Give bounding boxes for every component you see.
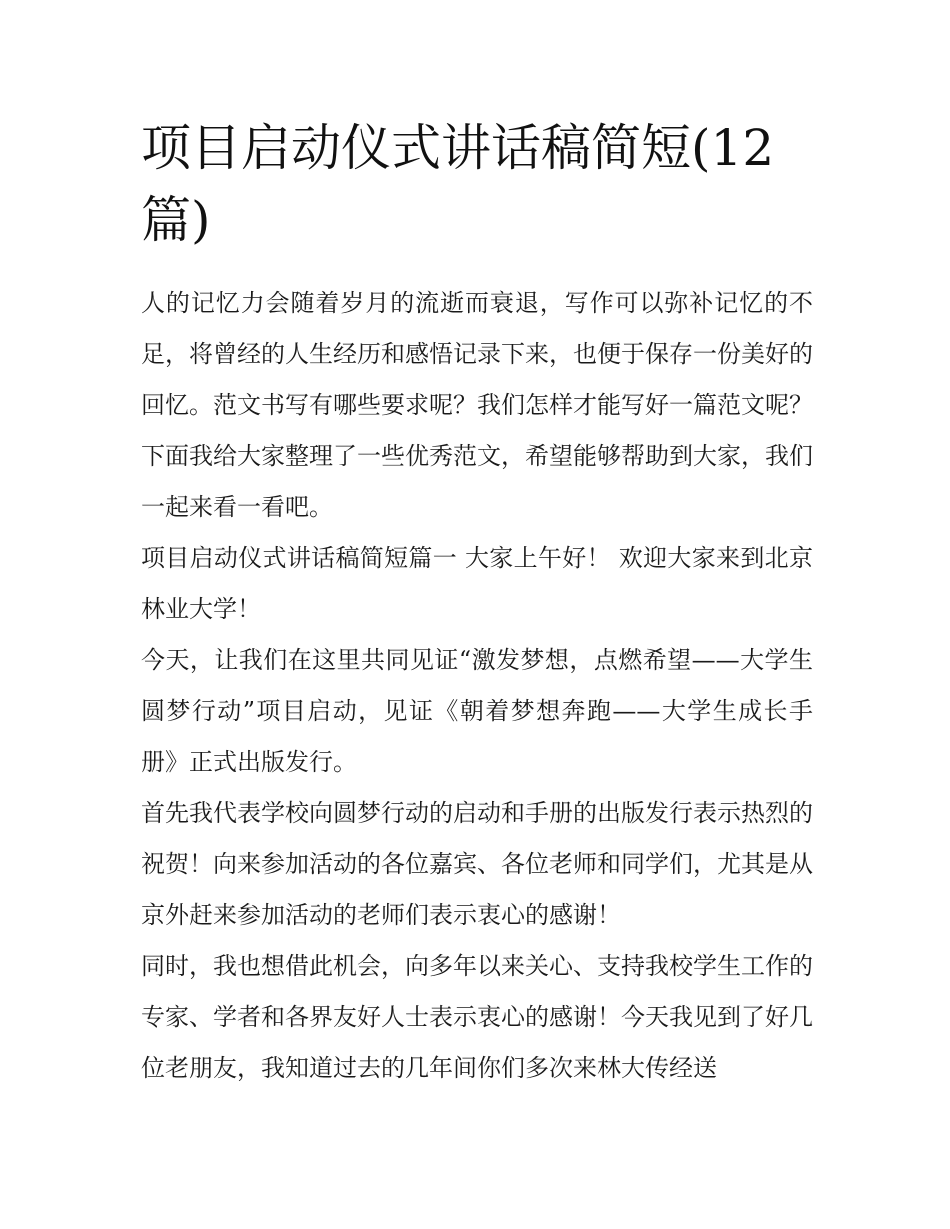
paragraph-thanks: 同时，我也想借此机会，向多年以来关心、支持我校学生工作的专家、学者和各界友好人士表示衷心的感谢！今天我见到了好几位老朋友，我知道过去的几年间你们多次来林大传经送 (141, 952, 813, 1082)
document-title: 项目启动仪式讲话稿简短(12篇) (141, 119, 775, 249)
paragraph-greeting: 项目启动仪式讲话稿简短篇一 大家上午好！ 欢迎大家来到北京林业大学！ (141, 544, 813, 623)
document-page (141, 112, 813, 1094)
paragraph-witness: 今天，让我们在这里共同见证“激发梦想，点燃希望——大学生圆梦行动”项目启动，见证《朝着梦想奔跑——大学生成长手册》正式出版发行。 (141, 646, 813, 776)
paragraph-intro: 人的记忆力会随着岁月的流逝而衰退，写作可以弥补记忆的不足，将曾经的人生经历和感悟记录下来，也便于保存一份美好的回忆。范文书写有哪些要求呢？我们怎样才能写好一篇范文呢？下面我给大家整理了一些优秀范文，希望能够帮助到大家，我们一起来看一看吧。 (141, 289, 813, 521)
paragraph-congratulations: 首先我代表学校向圆梦行动的启动和手册的出版发行表示热烈的祝贺！向来参加活动的各位嘉宾、各位老师和同学们，尤其是从京外赶来参加活动的老师们表示衷心的感谢！ (141, 799, 813, 929)
document-body (141, 278, 813, 1094)
